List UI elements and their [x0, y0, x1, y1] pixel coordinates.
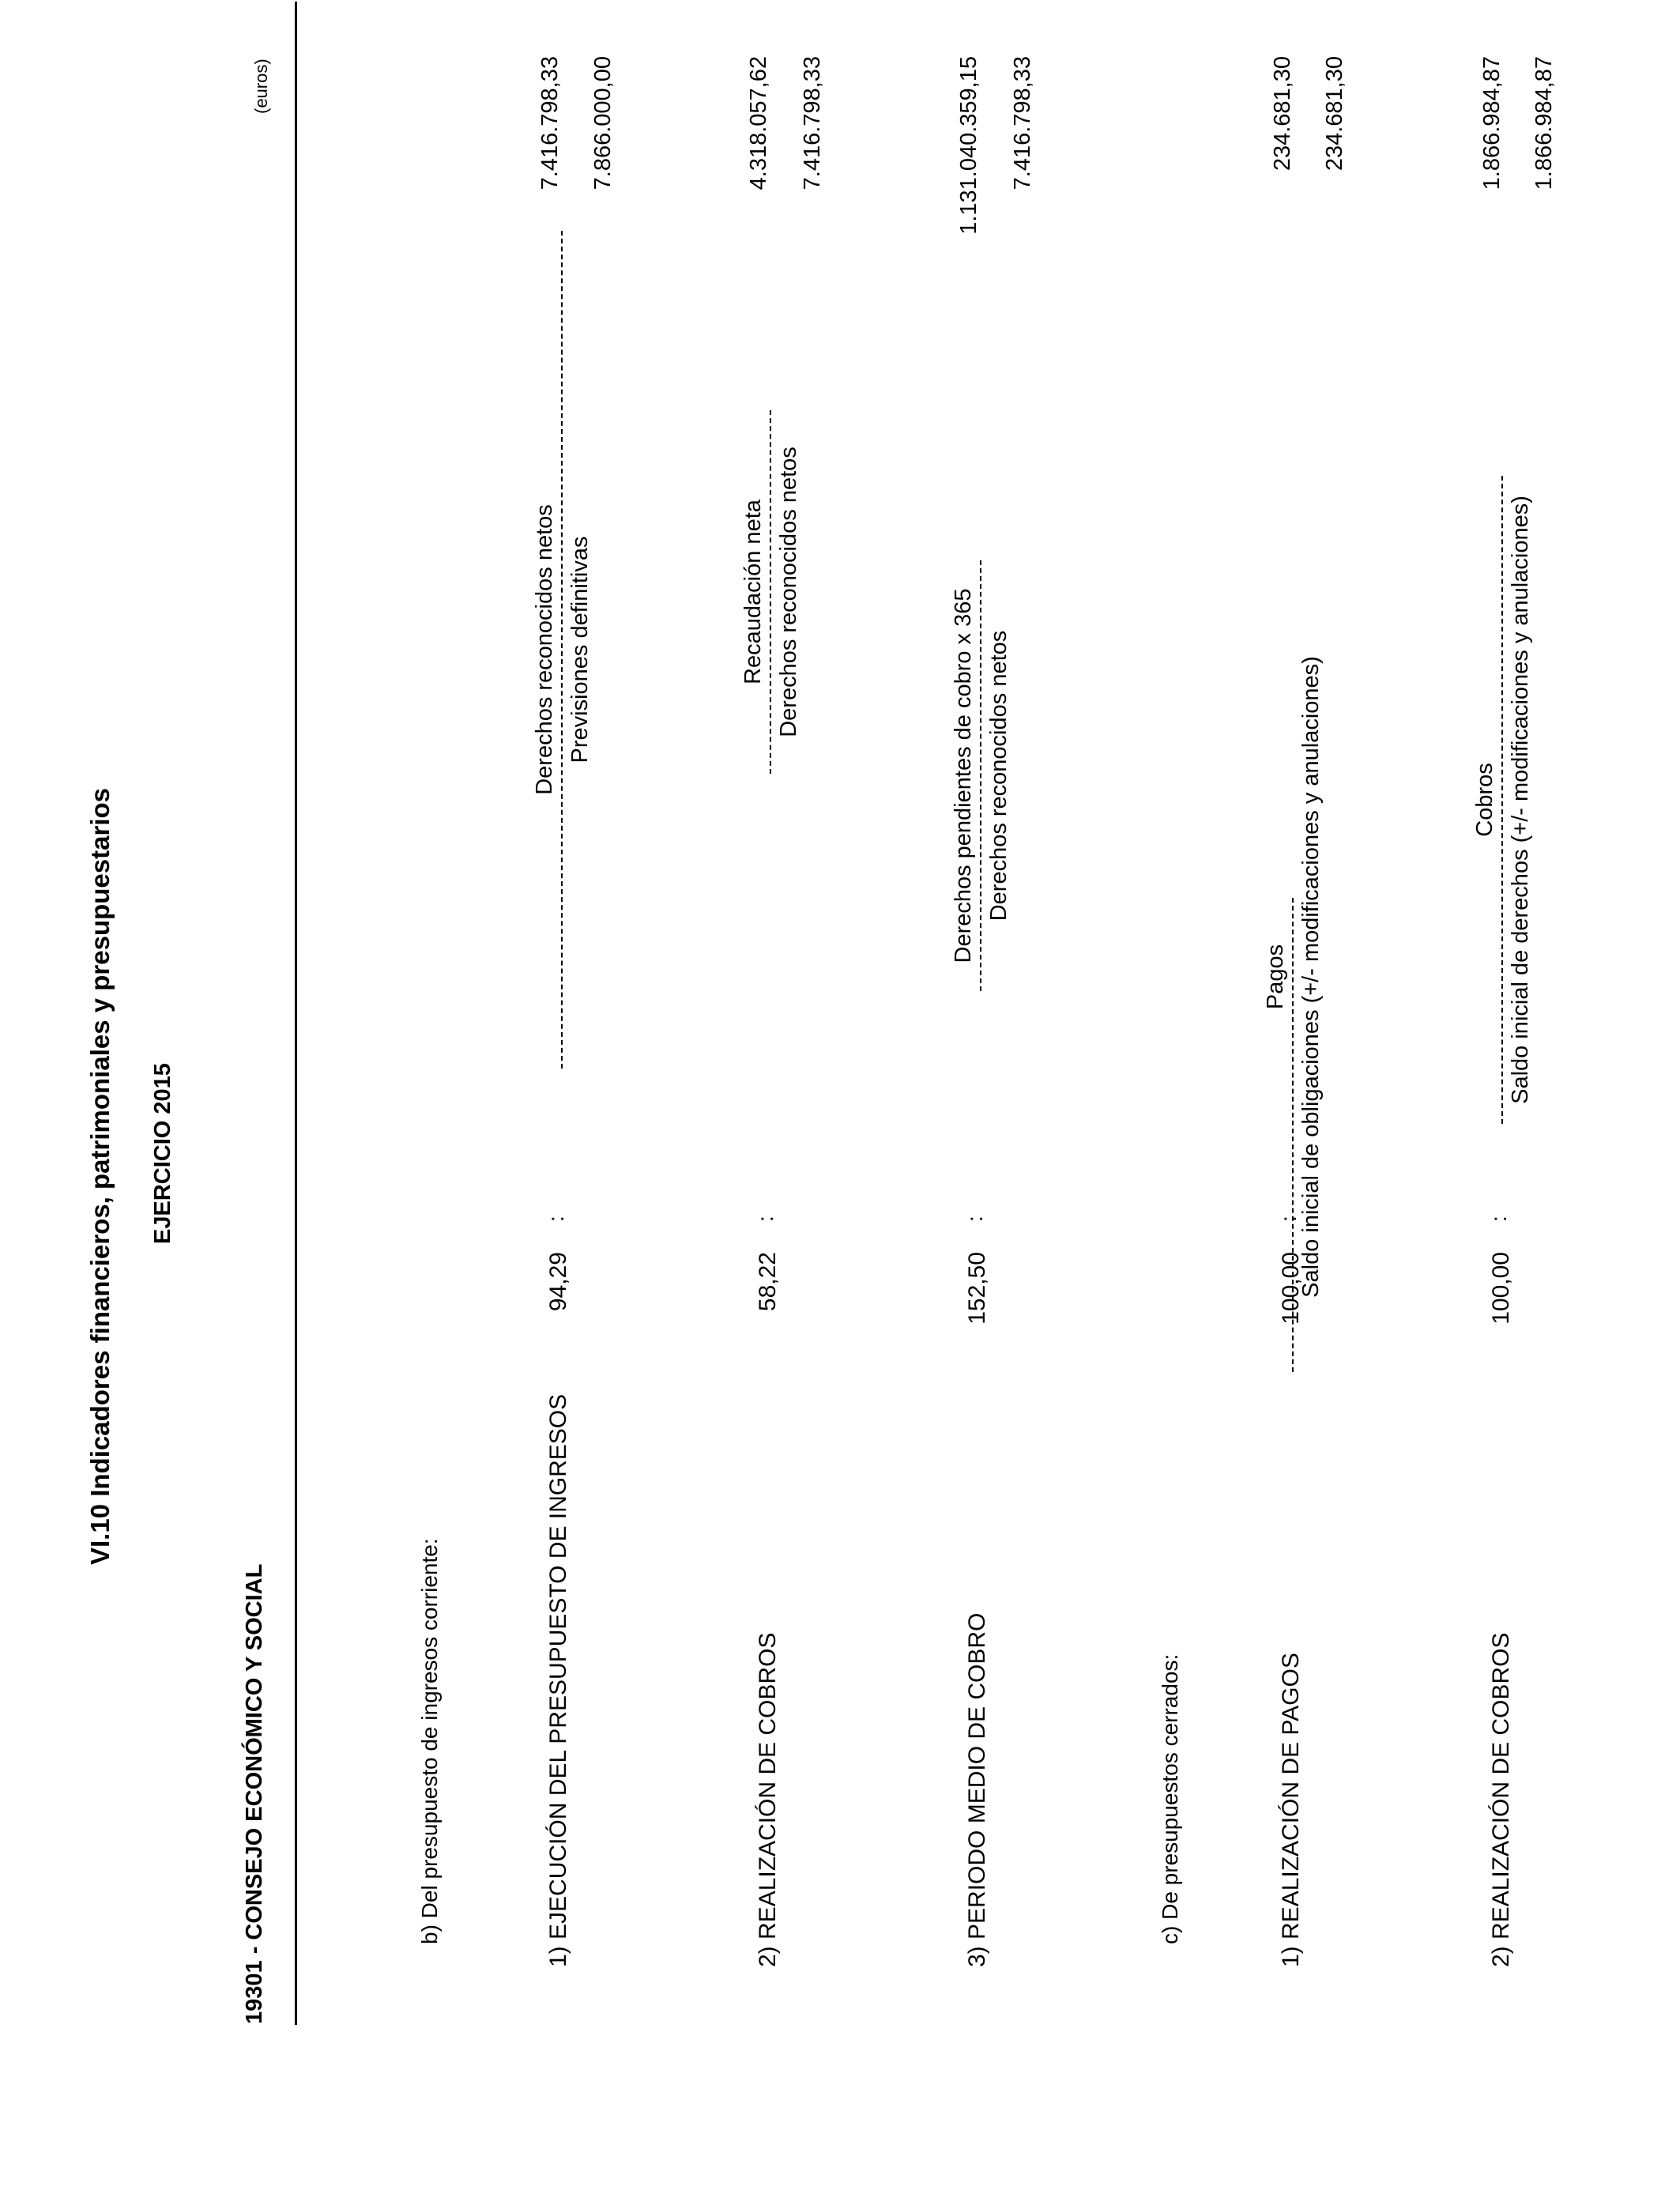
- report-title: VI.10 Indicadores financieros, patrimoniales y presupuestarios: [85, 787, 115, 1565]
- colon-separator: :: [1276, 1216, 1301, 1222]
- numerator-amount: 7.416.798,33: [537, 56, 563, 190]
- denominator-amount: 1.866.984,87: [1531, 56, 1557, 190]
- numerator-amount: 1.866.984,87: [1479, 56, 1505, 190]
- indicator-label: 2) REALIZACIÓN DE COBROS: [1488, 1632, 1514, 1967]
- entity-name: 19301 - CONSEJO ECONÓMICO Y SOCIAL: [242, 1563, 267, 2024]
- indicator-formula: [1472, 405, 1534, 1195]
- fiscal-year-heading: EJERCICIO 2015: [150, 1063, 175, 1244]
- denominator-amount: 7.416.798,33: [1010, 56, 1035, 190]
- indicator-label: 1) REALIZACIÓN DE PAGOS: [1278, 1653, 1304, 1967]
- formula-numerator: Pagos: [1263, 944, 1288, 1010]
- indicator-label: 3) PERIODO MEDIO DE COBRO: [964, 1612, 990, 1967]
- colon-separator: :: [1486, 1216, 1511, 1222]
- formula-numerator: Cobros: [1472, 763, 1497, 837]
- colon-separator: :: [544, 1216, 568, 1222]
- indicator-label: 1) EJECUCIÓN DEL PRESUPUESTO DE INGRESOS: [545, 1393, 571, 1967]
- units-label: (euros): [251, 58, 271, 114]
- indicator-value: 152,50: [964, 1252, 990, 1325]
- formula-numerator: Derechos pendientes de cobro x 365: [951, 588, 976, 963]
- formula-numerator: Derechos reconocidos netos: [532, 504, 557, 795]
- indicator-formula: [951, 560, 1012, 991]
- indicator-label: 2) REALIZACIÓN DE COBROS: [755, 1632, 781, 1967]
- formula-denominator: Saldo inicial de obligaciones (+/- modificaciones y anulaciones): [1298, 656, 1324, 1298]
- indicator-value: 100,00: [1488, 1252, 1514, 1325]
- colon-separator: :: [753, 1216, 778, 1222]
- indicator-formula: [1263, 582, 1324, 1372]
- indicator-value: 94,29: [545, 1252, 571, 1312]
- indicator-value: 100,00: [1278, 1252, 1304, 1325]
- formula-denominator: Derechos reconocidos netos: [986, 630, 1011, 922]
- formula-denominator: Derechos reconocidos netos: [776, 447, 801, 737]
- denominator-amount: 7.866.000,00: [590, 56, 616, 190]
- formula-numerator: Recaudación neta: [740, 499, 766, 684]
- indicator-value: 58,22: [755, 1252, 781, 1312]
- numerator-amount: 4.318.057,62: [746, 56, 771, 190]
- denominator-amount: 234.681,30: [1322, 56, 1347, 172]
- formula-denominator: Saldo inicial de derechos (+/- modificaciones y anulaciones): [1508, 496, 1533, 1104]
- colon-separator: :: [962, 1216, 987, 1222]
- denominator-amount: 7.416.798,33: [800, 56, 825, 190]
- section-heading: c) De presupuestos cerrados:: [1158, 1653, 1182, 1944]
- section-heading: b) Del presupuesto de ingresos corriente:: [417, 1538, 442, 1944]
- indicator-formula: [740, 410, 802, 774]
- formula-denominator: Previsiones definitivas: [567, 536, 593, 763]
- header-divider: [295, 2, 297, 2025]
- numerator-amount: 234.681,30: [1270, 56, 1295, 172]
- numerator-amount: 1.131.040.359,15: [956, 56, 981, 235]
